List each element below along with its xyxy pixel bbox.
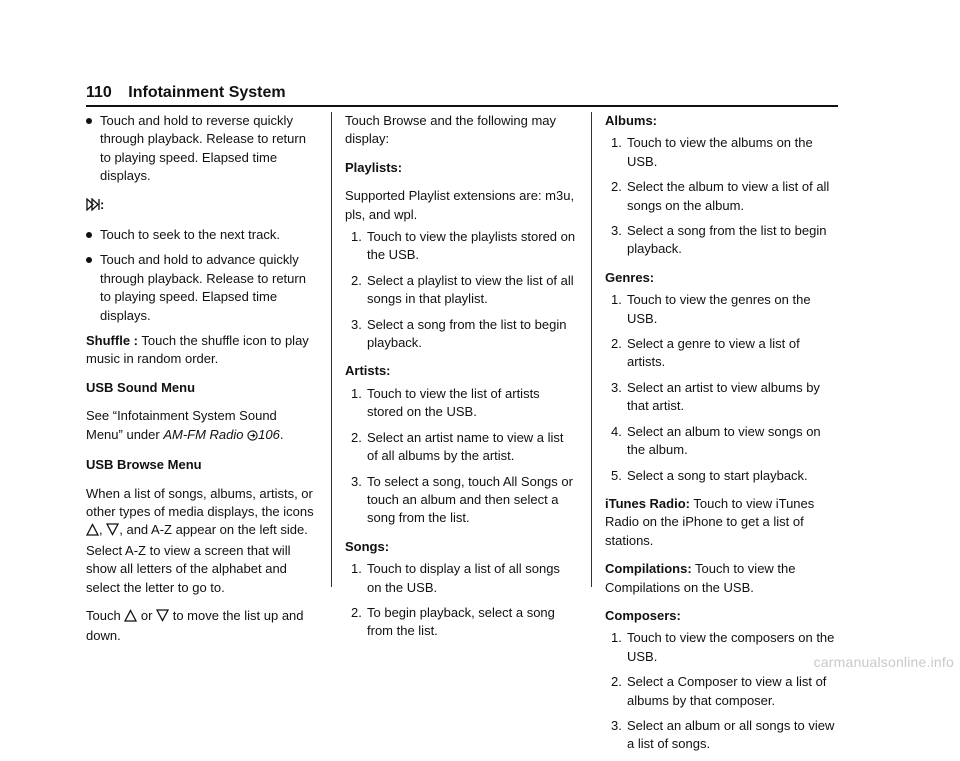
scroll-down-icon xyxy=(106,523,119,541)
page-reference[interactable]: 106 xyxy=(258,426,280,442)
list-item: 2. Select a Composer to view a list of albums by that composer. xyxy=(611,674,827,708)
column-1 xyxy=(86,112,314,656)
compilations-text: Touch to view the Compilations on the USB. xyxy=(605,561,796,595)
section-title: Infotainment System xyxy=(128,84,286,101)
watermark: carmanualsonline.info xyxy=(813,654,954,670)
list-item: 3. Select an artist to view albums by that artist. xyxy=(611,379,820,414)
list-item: 1. Touch to display a list of all songs on the USB. xyxy=(351,561,560,595)
list-item: 1. Touch to view the genres on the USB. xyxy=(611,292,811,326)
shuffle-paragraph xyxy=(86,332,314,369)
composers-heading: Composers: xyxy=(605,607,681,623)
bullet-text: Touch and hold to advance quickly through playback. Release to return to playing speed. Elapsed time displays. xyxy=(100,252,306,323)
page-header xyxy=(86,84,286,102)
browse-intro: Touch Browse and the following may display: xyxy=(345,113,557,147)
compilations-paragraph xyxy=(605,560,841,597)
list-item: 2. Select a genre to view a list of artists. xyxy=(611,336,800,370)
songs-heading: Songs: xyxy=(345,538,390,554)
list-item xyxy=(86,226,314,244)
list-item: 1. Touch to view the composers on the USB. xyxy=(611,630,835,664)
list-item: 3. Select a song from the list to begin playback. xyxy=(611,223,827,257)
am-fm-radio-link[interactable]: AM-FM Radio xyxy=(163,426,244,442)
itunes-label: iTunes Radio: xyxy=(605,495,690,511)
list-item: 3. Select an album or all songs to view a list of songs. xyxy=(611,717,835,752)
list-item: 1. Touch to view the list of artists stored on the USB. xyxy=(351,385,540,420)
seek-forward-icon xyxy=(86,198,100,216)
usb-sound-menu-heading: USB Sound Menu xyxy=(86,379,196,395)
list-item: 5. Select a song to start playback. xyxy=(611,467,808,483)
header-rule xyxy=(86,105,838,107)
shuffle-text: Touch the shuffle icon to play music in random order. xyxy=(86,333,309,367)
column-divider xyxy=(331,112,332,587)
scroll-down-icon xyxy=(156,609,169,627)
itunes-paragraph xyxy=(605,495,841,550)
list-item: 3. Select a song from the list to begin playback. xyxy=(351,316,567,351)
touch-paragraph xyxy=(86,607,314,646)
playlists-heading: Playlists: xyxy=(345,159,403,175)
genres-heading: Genres: xyxy=(605,269,655,285)
bullet-icon xyxy=(86,118,92,124)
list-item: 1. Touch to view the playlists stored on the USB. xyxy=(351,229,576,263)
seek-colon: : xyxy=(100,196,105,212)
list-item xyxy=(86,112,314,186)
column-3 xyxy=(605,112,841,761)
sound-menu-text: See “Infotainment System Sound Menu” under xyxy=(86,408,277,442)
compilations-label: Compilations: xyxy=(605,561,692,577)
list-item: 1. Touch to view the albums on the USB. xyxy=(611,135,813,169)
browse-paragraph xyxy=(86,485,314,597)
bullet-icon xyxy=(86,232,92,238)
column-divider xyxy=(591,112,592,587)
bullet-icon xyxy=(86,257,92,263)
usb-browse-menu-heading: USB Browse Menu xyxy=(86,457,202,473)
scroll-up-icon xyxy=(124,609,137,627)
touch-text-cont: to move the list up and down. xyxy=(86,607,304,644)
seek-forward-label xyxy=(86,196,314,216)
shuffle-label: Shuffle : xyxy=(86,333,138,349)
list-item: 2. Select the album to view a list of all songs on the album. xyxy=(611,179,830,213)
scroll-up-icon xyxy=(86,523,99,541)
list-item: 2. Select an artist name to view a list of all albums by the artist. xyxy=(351,429,564,464)
page-number: 110 xyxy=(86,84,112,101)
list-item: 2. Select a playlist to view the list of all songs in that playlist. xyxy=(351,272,574,307)
period: . xyxy=(279,426,284,442)
touch-or: or xyxy=(137,607,157,623)
bullet-text: Touch and hold to reverse quickly through playback. Release to return to playing speed. Elapsed time displays. xyxy=(100,113,306,184)
itunes-text: Touch to view iTunes Radio on the iPhone to get a list of stations. xyxy=(605,495,815,548)
list-item: 4. Select an album to view songs on the album. xyxy=(611,423,821,458)
column-2 xyxy=(345,112,577,648)
browse-text: When a list of songs, albums, artists, or other types of media displays, the icons xyxy=(86,485,314,519)
sound-menu-paragraph xyxy=(86,407,314,446)
playlists-text: Supported Playlist extensions are: m3u, pls, and wpl. xyxy=(345,188,575,222)
albums-heading: Albums: xyxy=(605,113,657,128)
list-item: 3. To select a song, touch All Songs or touch an album and then select a song from the list. xyxy=(351,473,573,526)
touch-text: Touch xyxy=(86,607,125,623)
page-ref-arrow-icon xyxy=(247,428,258,446)
separator: , xyxy=(99,522,107,538)
list-item: 2. To begin playback, select a song from the list. xyxy=(351,604,555,639)
browse-text-cont: , and A-Z appear on the left side. Select A-Z to view a screen that will show all letters of the alphabet and select the letter to go to. xyxy=(86,522,308,595)
list-item xyxy=(86,251,314,325)
artists-heading: Artists: xyxy=(345,363,391,379)
bullet-text: Touch to seek to the next track. xyxy=(100,227,280,243)
